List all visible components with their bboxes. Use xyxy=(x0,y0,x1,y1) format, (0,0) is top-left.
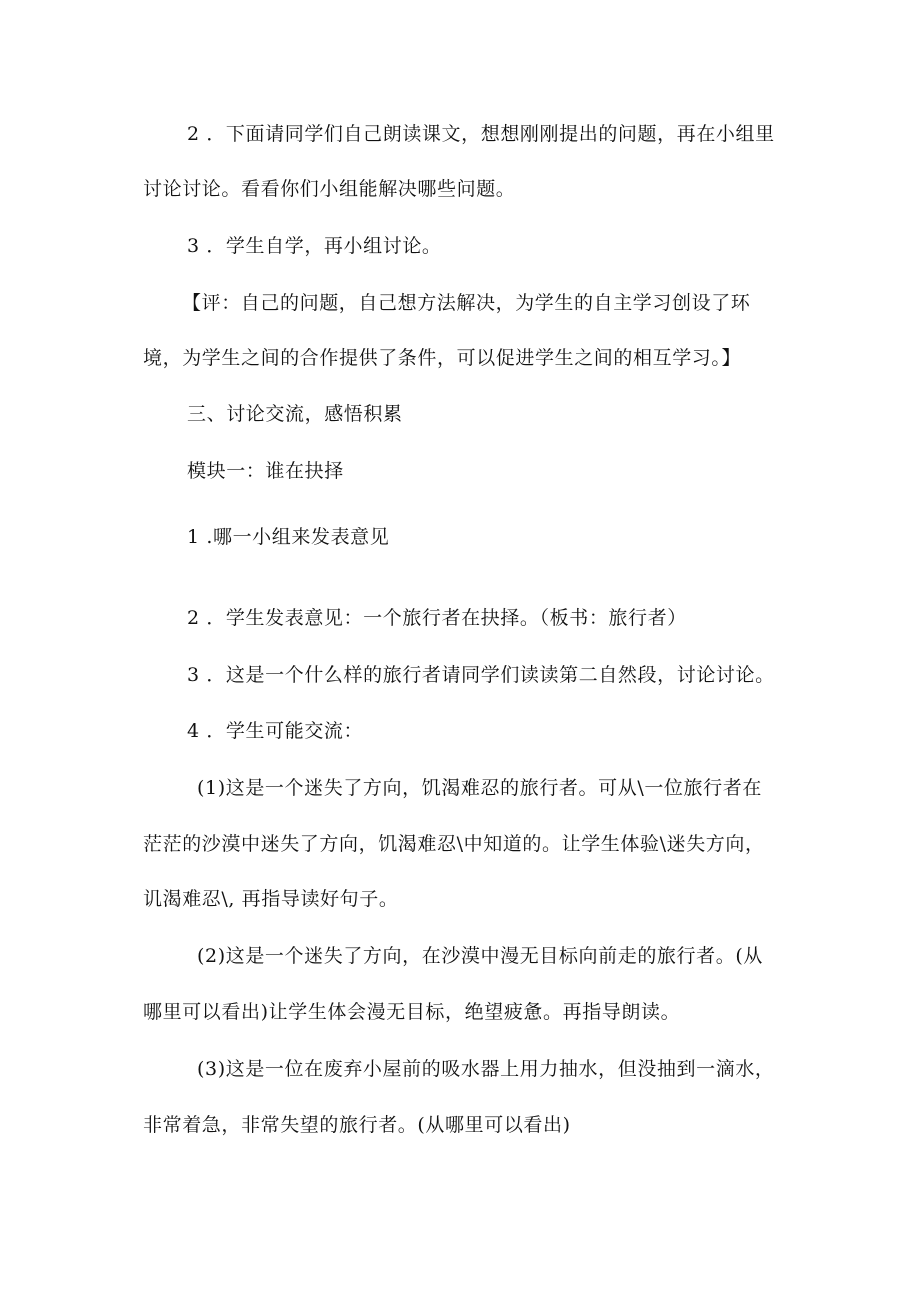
text-line: 1 .哪一小组来发表意见 xyxy=(187,526,390,548)
text-line: (2)这是一个迷失了方向，在沙漠中漫无目标向前走的旅行者。(从 xyxy=(197,945,763,967)
text-line: 2 ．学生发表意见：一个旅行者在抉择。（板书：旅行者） xyxy=(187,607,687,629)
section-heading: 三、讨论交流，感悟积累 xyxy=(187,403,403,425)
text-line: 4 ．学生可能交流： xyxy=(187,720,364,742)
text-line: 【评：自己的问题，自己想方法解决，为学生的自主学习创设了环 xyxy=(182,292,751,314)
text-line: 2 ．下面请同学们自己朗读课文，想想刚刚提出的问题，再在小组里 xyxy=(187,123,775,145)
text-line: 非常着急，非常失望的旅行者。(从哪里可以看出) xyxy=(143,1114,571,1136)
text-line: 讥渴难忍\, 再指导读好句子。 xyxy=(143,888,399,910)
text-line: (1)这是一个迷失了方向，饥渴难忍的旅行者。可从\一位旅行者在 xyxy=(197,777,762,799)
module-heading: 模块一：谁在抉择 xyxy=(187,460,344,482)
text-line: 茫茫的沙漠中迷失了方向，饥渴难忍\中知道的。让学生体验\迷失方向， xyxy=(143,833,765,855)
text-line: 讨论讨论。看看你们小组能解决哪些问题。 xyxy=(143,178,516,200)
text-line: 哪里可以看出)让学生体会漫无目标，绝望疲惫。再指导朗读。 xyxy=(143,1001,681,1023)
text-line: (3)这是一位在废弃小屋前的吸水器上用力抽水，但没抽到一滴水， xyxy=(197,1058,775,1080)
text-line: 境，为学生之间的合作提供了条件，可以促进学生之间的相互学习。】 xyxy=(143,347,742,369)
text-line: 3 ．学生自学，再小组讨论。 xyxy=(187,235,442,257)
text-line: 3 ．这是一个什么样的旅行者请同学们读读第二自然段，讨论讨论。 xyxy=(187,664,775,686)
